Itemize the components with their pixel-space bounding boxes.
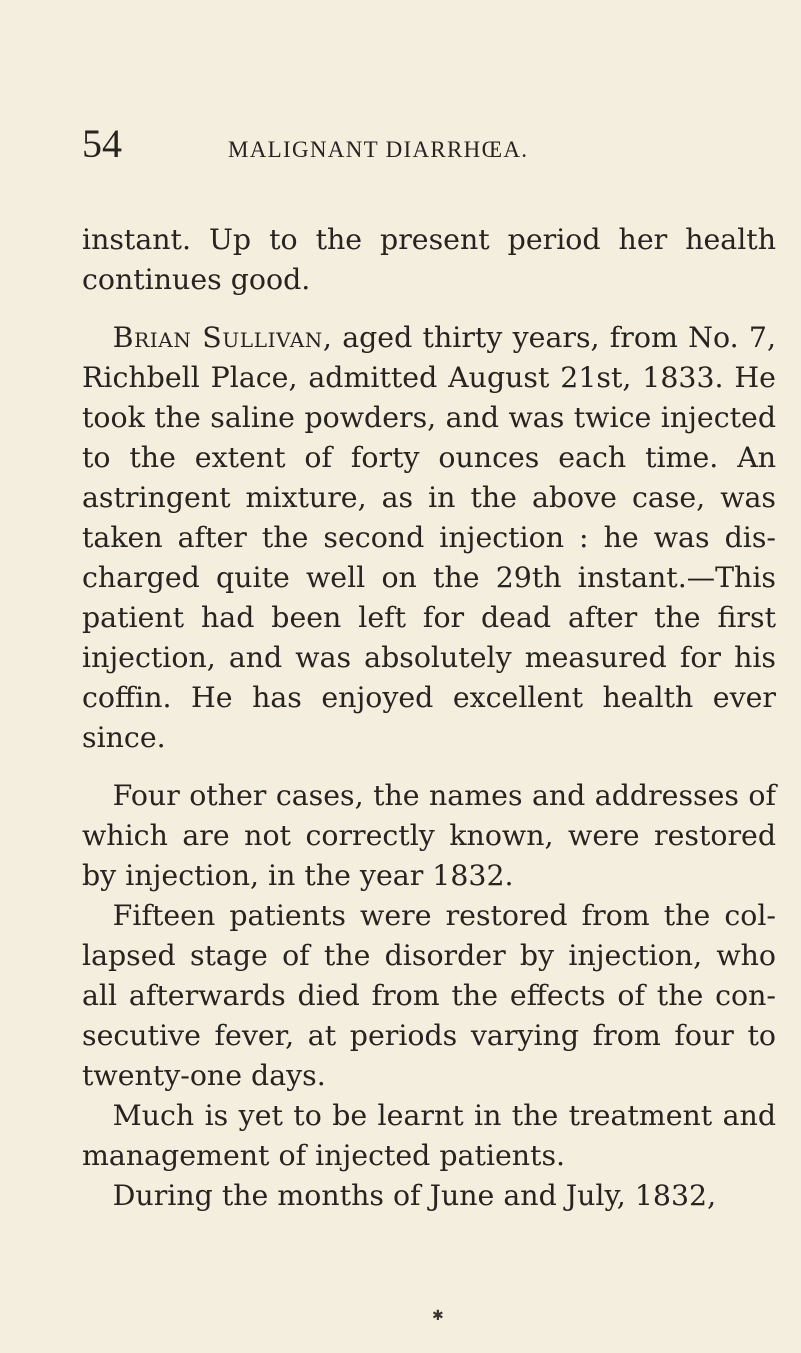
page-header (82, 121, 762, 176)
paragraph-much-to-learn: Much is yet to be learnt in the treatment and management of injected patients. (82, 1099, 776, 1172)
paragraph-text: , aged thirty years, from No. 7, Richbell Place, admitted August 21st, 1833. He took the saline powders, and was twice injected to the extent of forty ounces each time. An astringent mixture, as in the above case, was taken after the second injection : he was dis-charged quite well on the 29th instant.—This patient had been left for dead after the first injection, and was absolutely measured for his coffin. He has enjoyed excellent health ever since. (82, 321, 776, 754)
paragraph-four-other-cases: Four other cases, the names and addresses of which are not correctly known, were restored by injection, in the year 1832. (82, 779, 776, 892)
paragraph-continued: instant. Up to the present period her health continues good. (82, 223, 776, 296)
paragraph-during-months: During the months of June and July, 1832, (112, 1179, 717, 1212)
paragraph-brian-sullivan (82, 318, 776, 758)
page-number: 54 (82, 121, 122, 166)
running-title: MALIGNANT DIARRHŒA. (228, 137, 529, 162)
paragraph-fifteen-patients: Fifteen patients were restored from the col-lapsed stage of the disorder by injection, who all afterwards died from the effects of the con-secutive fever, at periods varying from four to twenty-one days. (82, 899, 776, 1092)
body-text (82, 220, 776, 1216)
printer-mark: ✱ (432, 1308, 444, 1324)
patient-name: Brian Sullivan (112, 321, 323, 354)
